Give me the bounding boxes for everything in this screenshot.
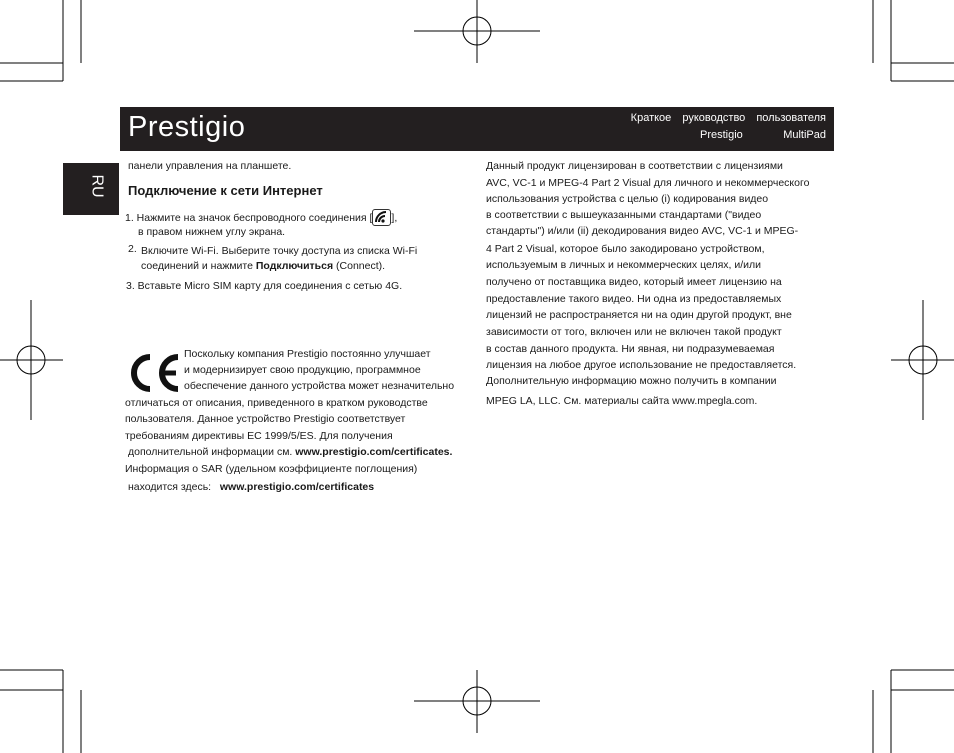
license-line: предоставление такого видео. Ни одна из предоставляемых bbox=[486, 293, 782, 305]
sar-location-text: находится здесь: bbox=[128, 481, 212, 493]
model-name: MultiPad bbox=[783, 129, 826, 141]
section-heading: Подключение к сети Интернет bbox=[128, 183, 323, 198]
step-1-end: ], bbox=[391, 212, 398, 224]
step-2-post: (Connect). bbox=[336, 260, 386, 272]
language-tab bbox=[63, 163, 119, 215]
language-code: RU bbox=[88, 174, 106, 198]
intro-text: панели управления на планшете. bbox=[128, 160, 292, 172]
sar-location bbox=[128, 479, 374, 495]
license-line: зависимости от того, включен или не включен такой продукт bbox=[486, 326, 782, 338]
step-1-cont: в правом нижнем углу экрана. bbox=[138, 226, 286, 238]
step-2-text: Включите Wi-Fi. Выберите точку доступа из списка Wi-Fi bbox=[141, 245, 418, 257]
license-line: в состав данного продукта. Ни явная, ни подразумеваемая bbox=[486, 343, 775, 355]
license-line: 4 Part 2 Visual, которое было закодировано устройством, bbox=[486, 243, 765, 255]
ce-line-6: требованиям директивы EC 1999/5/ES. Для получения bbox=[125, 430, 393, 442]
step-2-cont bbox=[141, 258, 385, 274]
step-3: 3. Вставьте Micro SIM карту для соединения с сетью 4G. bbox=[126, 280, 403, 292]
step-2-number: 2. bbox=[128, 243, 137, 255]
ce-line-4: отличаться от описания, приведенного в кратком руководстве bbox=[125, 397, 428, 409]
license-line: лицензия на любое другое использование не предоставляется. bbox=[486, 359, 797, 371]
license-line: AVC, VC-1 и MPEG-4 Part 2 Visual для личного и некоммерческого bbox=[486, 177, 810, 189]
more-info: дополнительной информации см. www.prestigio.com/certificates. bbox=[128, 446, 453, 458]
license-line: в соответствии с вышеуказанными стандартами ("видео bbox=[486, 209, 762, 221]
page-header bbox=[120, 107, 834, 151]
license-line: Данный продукт лицензирован в соответствии с лицензиями bbox=[486, 160, 783, 172]
wifi-icon bbox=[372, 209, 391, 226]
sar-info: Информация о SAR (удельном коэффициенте поглощения) bbox=[125, 463, 418, 475]
license-line: лицензий не распространяется ни на один другой продукт, вне bbox=[486, 309, 792, 321]
ce-line-3: обеспечение данного устройства может незначительно bbox=[184, 380, 455, 392]
license-line: используемым в личных и некоммерческих целях, и/или bbox=[486, 259, 762, 271]
step-1-text: 1. Нажмите на значок беспроводного соединения [ bbox=[125, 212, 373, 224]
certificates-link[interactable]: www.prestigio.com/certificates bbox=[295, 446, 450, 458]
license-line: получено от поставщика видео, который имеет лицензию на bbox=[486, 276, 782, 288]
license-line: MPEG LA, LLC. См. материалы сайта www.mpegla.com. bbox=[486, 395, 758, 407]
step-2-pre: соединений и нажмите bbox=[141, 260, 253, 272]
prestigio-logo: Prestigio bbox=[128, 111, 246, 143]
connect-label: Подключиться bbox=[255, 260, 334, 272]
license-line: стандарты") и/или (ii) декодирования видео AVC, VC-1 и MPEG- bbox=[486, 225, 799, 237]
guide-title: Краткое руководство пользователя bbox=[630, 112, 826, 124]
license-line: использования устройства с целью (i) кодирования видео bbox=[486, 193, 769, 205]
ce-line-1: Поскольку компания Prestigio постоянно улучшает bbox=[184, 348, 431, 360]
ce-line-5: пользователя. Данное устройство Prestigio соответствует bbox=[125, 413, 406, 425]
brand-name: Prestigio bbox=[700, 129, 743, 141]
more-info-text: дополнительной информации см. bbox=[128, 446, 293, 458]
sar-certificates-link[interactable]: www.prestigio.com/certificates bbox=[219, 481, 375, 493]
ce-line-2: и модернизирует свою продукцию, программное bbox=[184, 364, 421, 376]
ce-mark-icon bbox=[126, 353, 180, 393]
license-line: Дополнительную информацию можно получить в компании bbox=[486, 375, 777, 387]
